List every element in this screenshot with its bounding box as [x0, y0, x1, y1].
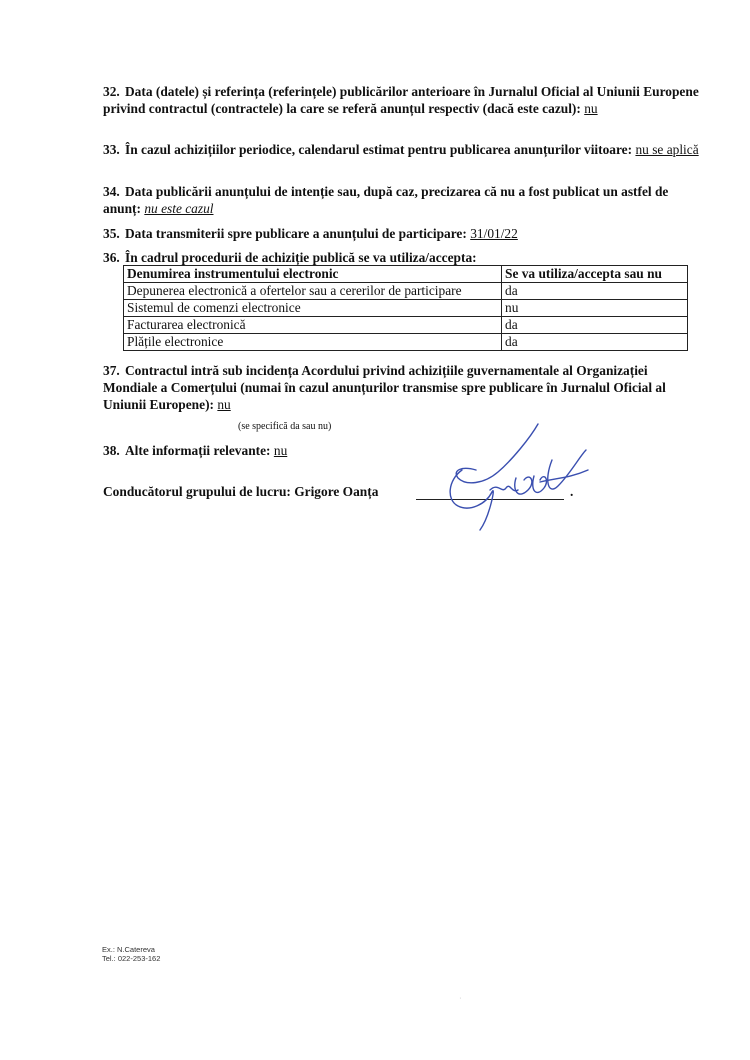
table-cell: da	[502, 283, 688, 300]
item-32	[103, 83, 703, 117]
table-header-cell: Se va utiliza/accepta sau nu	[502, 266, 688, 283]
item-number: 37.	[103, 363, 120, 378]
item-37	[103, 362, 703, 413]
table-cell: Sistemul de comenzi electronice	[124, 300, 502, 317]
table-cell: Depunerea electronică a ofertelor sau a cererilor de participare	[124, 283, 502, 300]
item-35	[103, 225, 703, 242]
item-answer: nu	[217, 397, 231, 412]
signature-dot: .	[570, 484, 574, 499]
table-row	[124, 300, 688, 317]
executor-name: Ex.: N.Catereva	[102, 945, 155, 954]
item-number: 34.	[103, 184, 120, 199]
item-number: 35.	[103, 226, 120, 241]
table-cell: da	[502, 317, 688, 334]
table-row	[124, 317, 688, 334]
table-header-row	[124, 266, 688, 283]
item-text: Data publicării anunțului de intenție sau, după caz, precizarea că nu a fost publicat un astfel de anunț:	[103, 184, 669, 216]
item-text: În cazul achizițiilor periodice, calendarul estimat pentru publicarea anunțurilor viitoare:	[125, 142, 633, 157]
handwritten-signature	[440, 420, 590, 535]
table-cell: da	[502, 334, 688, 351]
table-row	[124, 334, 688, 351]
answer-hint: (se specifică da sau nu)	[238, 421, 332, 432]
item-number: 33.	[103, 142, 120, 157]
working-group-leader: Conducătorul grupului de lucru: Grigore Oanța	[103, 484, 379, 499]
item-answer: nu	[273, 443, 288, 458]
table-cell: nu	[502, 300, 688, 317]
footer-contact	[102, 945, 160, 963]
item-text: În cadrul procedurii de achiziție publică se va utiliza/accepta:	[125, 250, 477, 265]
item-answer: nu este cazul	[144, 201, 214, 216]
table-cell: Facturarea electronică	[124, 317, 502, 334]
item-38	[103, 442, 703, 459]
item-text: Contractul intră sub incidența Acordului privind achizițiile guvernamentale al Organizației Mondiale a Comerțului (numai în cazul anunțurilor transmise spre publicare în Jurnalul Oficial al Uniunii Europene):	[103, 363, 666, 412]
table-row	[124, 283, 688, 300]
item-number: 32.	[103, 84, 120, 99]
item-text: Alte informații relevante:	[125, 443, 271, 458]
item-number: 38.	[103, 443, 120, 458]
item-number: 36.	[103, 250, 120, 265]
table-header-cell: Denumirea instrumentului electronic	[124, 266, 502, 283]
table-cell: Plățile electronice	[124, 334, 502, 351]
scan-speck: ˙	[459, 996, 462, 1005]
item-34	[103, 183, 703, 217]
electronic-tools-table	[123, 265, 688, 351]
item-36	[103, 249, 703, 266]
item-text: Data transmiterii spre publicare a anunțului de participare:	[125, 226, 467, 241]
item-answer: nu se aplică	[635, 142, 699, 157]
executor-phone: Tel.: 022-253-162	[102, 954, 161, 963]
item-text: Data (datele) și referința (referințele) publicărilor anterioare în Jurnalul Oficial al Uniunii Europene privind contractul (contractele) la care se referă anunțul respectiv (dacă este cazul):	[103, 84, 699, 116]
item-33	[103, 141, 703, 158]
item-answer: nu	[584, 101, 598, 116]
item-answer: 31/01/22	[470, 226, 518, 241]
